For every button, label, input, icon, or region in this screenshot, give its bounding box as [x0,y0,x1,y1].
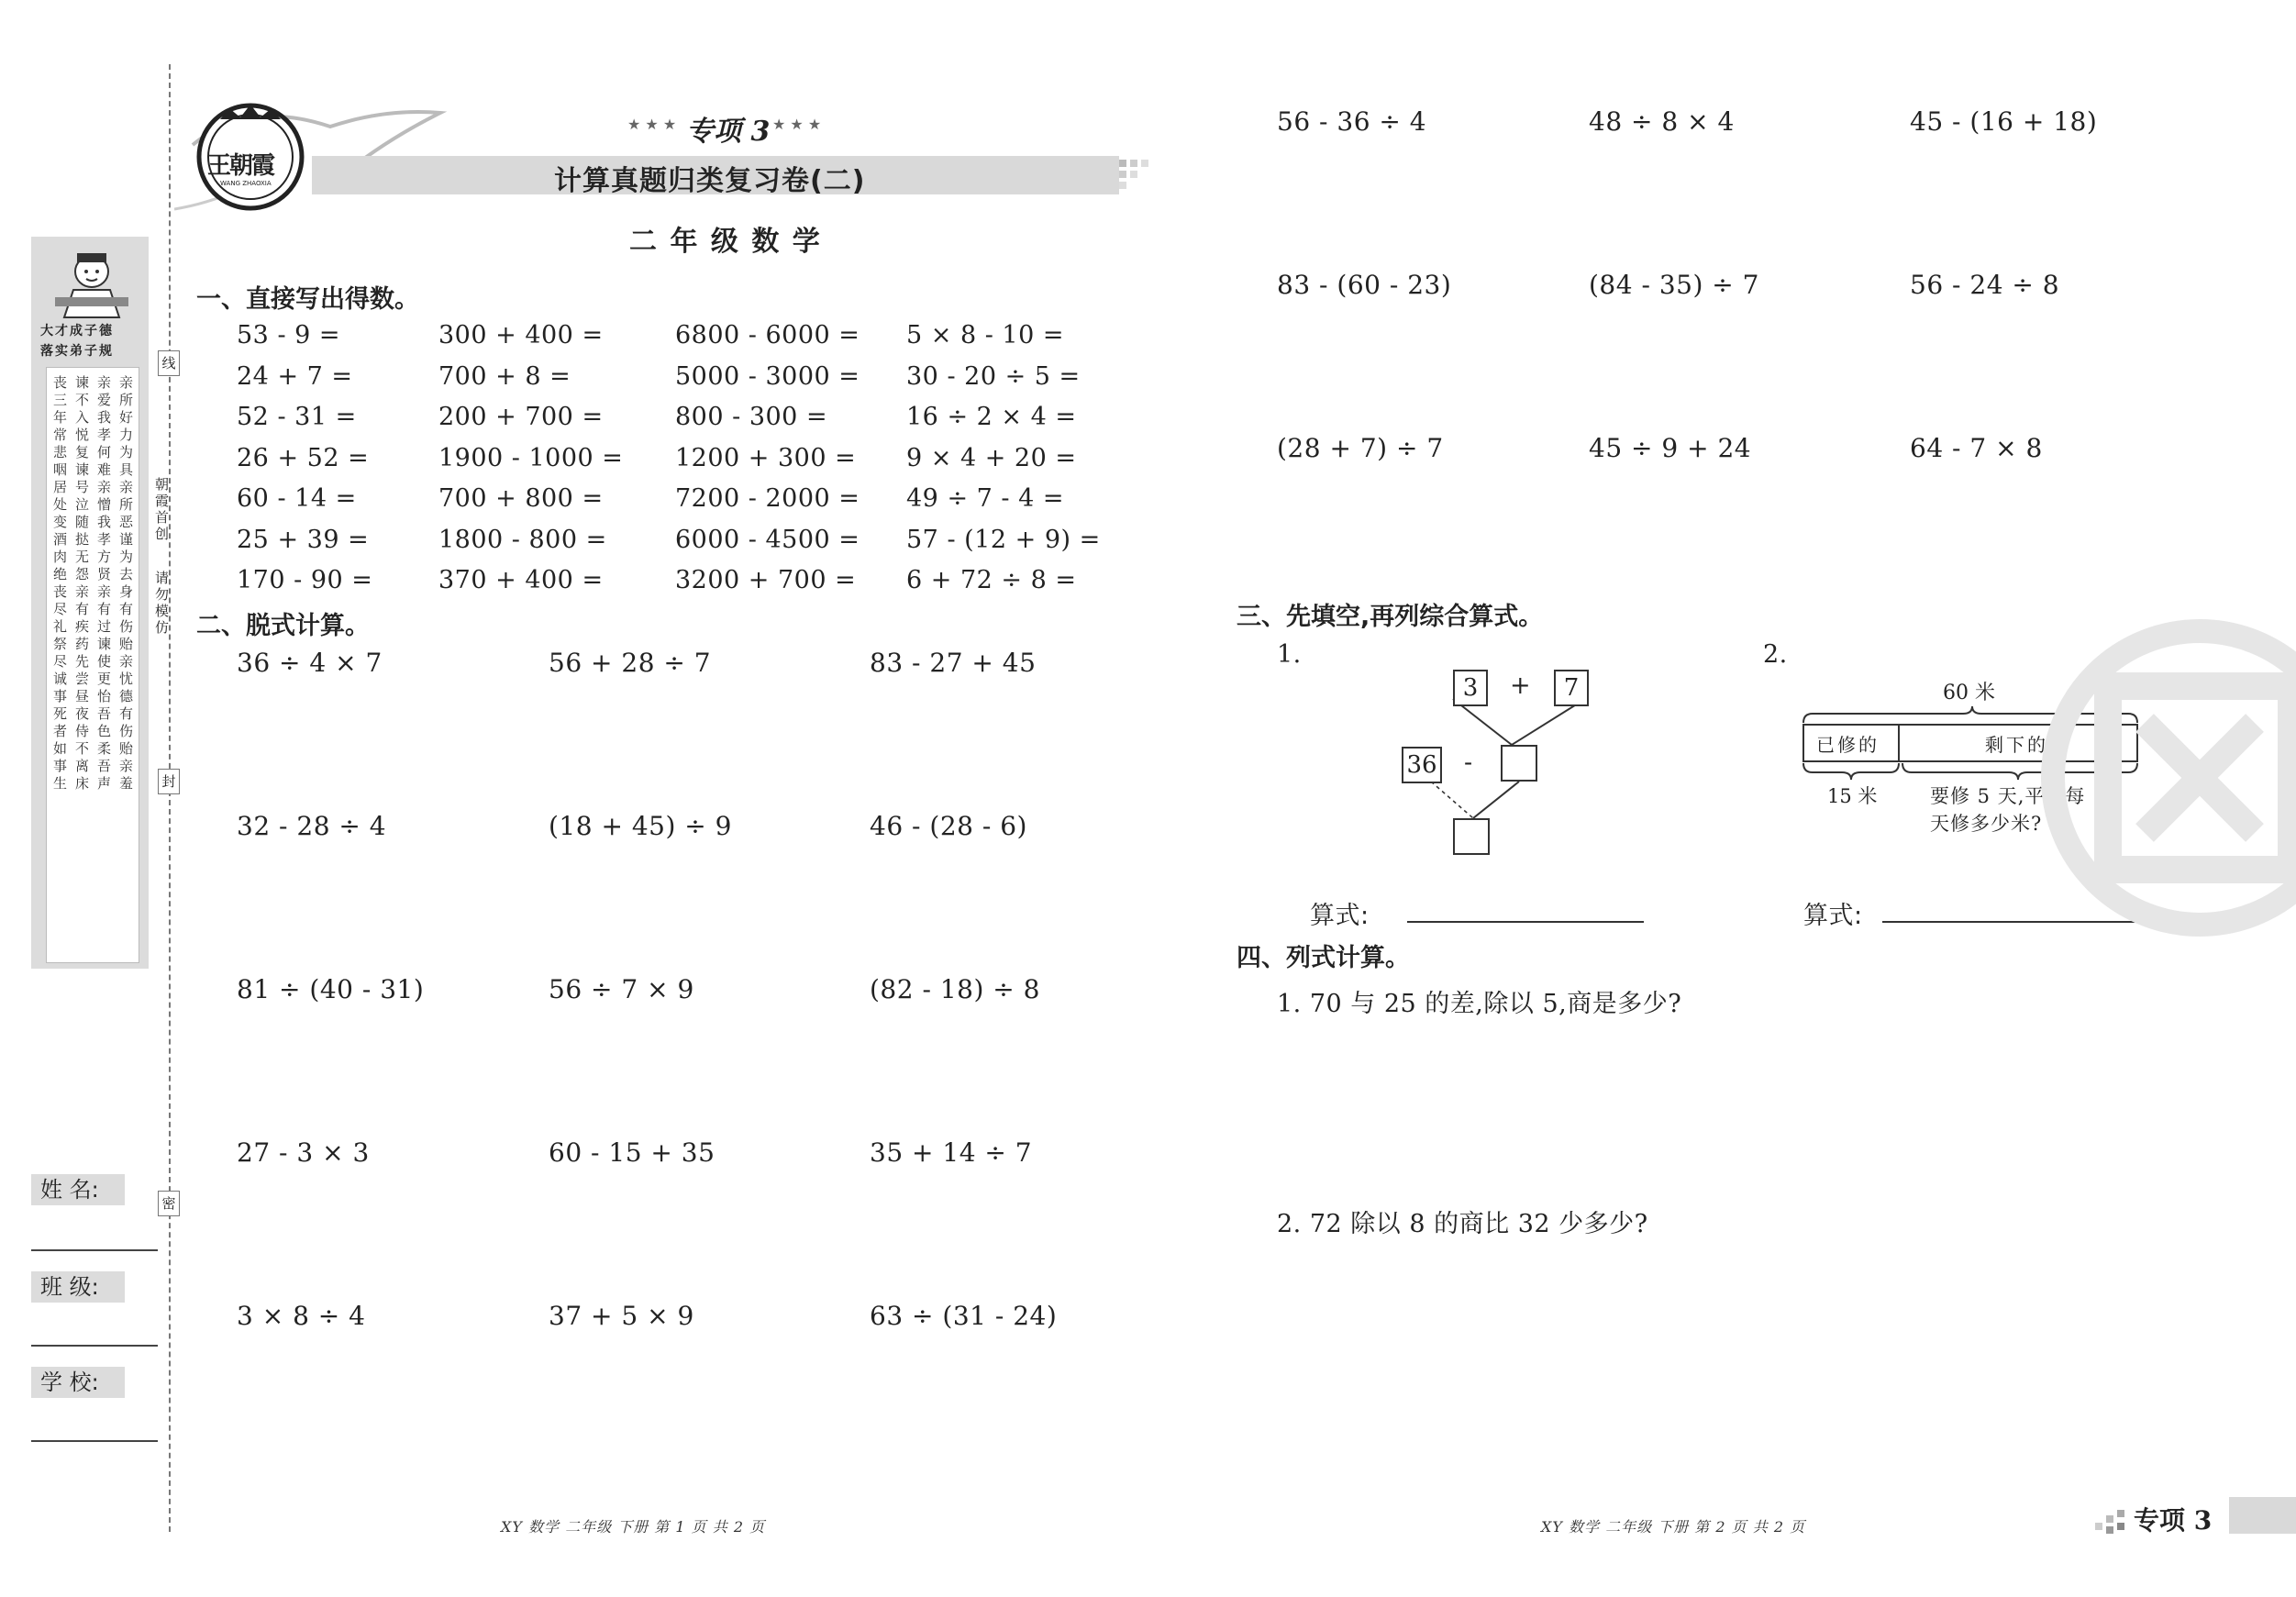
answer-box-sum[interactable] [1501,745,1537,782]
oral-equation: 52 - 31 = [237,403,357,431]
step-expression: 27 - 3 × 3 [237,1137,370,1168]
oral-equation: 30 - 20 ÷ 5 = [906,361,1081,391]
oral-equation: 700 + 800 = [438,484,604,513]
step-expression: 56 - 24 ÷ 8 [1910,270,2060,300]
seal-watermark-icon [2035,613,2296,980]
title-band-dots [1117,156,1154,194]
page-subtitle: 二 年 级 数 学 [629,226,822,258]
section2-heading: 二、脱式计算。 [196,612,370,640]
given-box-3: 3 [1453,670,1488,706]
step-expression: (28 + 7) ÷ 7 [1277,433,1444,463]
repaired-segment-label: 已修的 [1816,734,1880,756]
motto-line-2: 落实弟子规 [40,344,114,359]
step-expression: 3 × 8 ÷ 4 [237,1301,366,1331]
step-expression: 63 ÷ (31 - 24) [870,1301,1058,1331]
scholar-figure-icon [46,244,138,321]
step-expression: (84 - 35) ÷ 7 [1589,270,1759,300]
oral-equation: 7200 - 2000 = [675,484,860,513]
step-expression: 60 - 15 + 35 [549,1137,715,1168]
step-expression: (18 + 45) ÷ 9 [549,811,732,841]
footer-tag-dots [2093,1508,2130,1536]
problem-1-number: 1. [1277,640,1302,669]
name-label: 姓 名: [31,1174,125,1205]
step-expression: 35 + 14 ÷ 7 [870,1137,1033,1168]
oral-equation: 1800 - 800 = [438,525,607,554]
oral-equation: 57 - (12 + 9) = [906,525,1101,554]
remaining-segment-label: 剩下的 [1985,734,2048,756]
given-box-36: 36 [1402,747,1442,783]
oral-equation: 6 + 72 ÷ 8 = [906,566,1077,594]
plus-operator: + [1510,671,1532,700]
binding-mark: 封 [158,769,180,794]
oral-equation: 25 + 39 = [237,525,370,554]
oral-equation: 24 + 7 = [237,361,353,391]
poem-column: 亲爱我孝何难亲憎我孝方贤亲有过谏使更怡吾色柔吾声 [95,375,112,793]
step-expression: 48 ÷ 8 × 4 [1589,106,1735,137]
oral-equation: 300 + 400 = [438,321,604,349]
binding-note: 请勿模仿 [153,571,170,637]
poem-column: 亲所好力为具亲所恶谨为去身有伤贻亲忧德有伤贻亲羞 [117,375,134,793]
oral-equation: 5000 - 3000 = [675,361,860,391]
step-expression: 56 + 28 ÷ 7 [549,648,712,678]
step-expression: 37 + 5 × 9 [549,1301,694,1331]
step-expression: 81 ÷ (40 - 31) [237,974,425,1004]
page-title: 计算真题归类复习卷(二) [554,165,866,197]
oral-equation: 60 - 14 = [237,484,357,513]
oral-equation: 9 × 4 + 20 = [906,443,1077,472]
oral-equation: 5 × 8 - 10 = [906,321,1064,349]
total-length-label: 60 米 [1943,682,1995,704]
minus-operator: - [1464,749,1473,777]
poem-box [46,367,139,963]
motto-line-1: 大才成子德 [40,324,114,338]
oral-equation: 3200 + 700 = [675,566,857,594]
footer-page-2: XY 数学 二年级 下册 第 2 页 共 2 页 [1541,1518,1806,1536]
step-expression: 56 ÷ 7 × 9 [549,974,694,1004]
oral-equation: 1900 - 1000 = [438,443,624,472]
stars-right: ★ ★ ★ [772,116,822,133]
step-expression: 45 - (16 + 18) [1910,106,2098,137]
oral-equation: 170 - 90 = [237,566,373,594]
poem-column: 谏不入悦复谏号泣随挞无怨亲有疾药先尝昼夜侍不离床 [73,375,90,793]
step-expression: 83 - 27 + 45 [870,648,1037,678]
repaired-length-label: 15 米 [1827,785,1878,807]
oral-equation: 6800 - 6000 = [675,321,860,349]
formula-line-1[interactable] [1407,921,1644,923]
step-expression: 46 - (28 - 6) [870,811,1027,841]
oral-equation: 700 + 8 = [438,361,571,391]
logo-subtext: WANG ZHAOXIA [220,180,272,187]
oral-equation: 16 ÷ 2 × 4 = [906,403,1077,431]
oral-equation: 200 + 700 = [438,403,604,431]
step-expression: 45 ÷ 9 + 24 [1589,433,1752,463]
step-expression: 56 - 36 ÷ 4 [1277,106,1427,137]
name-field[interactable] [31,1248,158,1251]
formula-label-2: 算式: [1803,902,1863,930]
step-expression: 32 - 28 ÷ 4 [237,811,387,841]
step-expression: 64 - 7 × 8 [1910,433,2043,463]
logo-text: 王朝霞 [207,152,274,180]
word-problem-1: 1. 70 与 25 的差,除以 5,商是多少? [1277,990,1682,1018]
binding-mark: 线 [158,350,180,376]
answer-box-result[interactable] [1453,818,1490,855]
binding-mark: 密 [158,1191,180,1216]
formula-label-1: 算式: [1310,902,1370,930]
class-label: 班 级: [31,1271,125,1303]
word-problem-2: 2. 72 除以 8 的商比 32 少多少? [1277,1210,1648,1238]
footer-page-1: XY 数学 二年级 下册 第 1 页 共 2 页 [501,1518,766,1536]
oral-equation: 49 ÷ 7 - 4 = [906,484,1064,513]
poem-column: 丧三年常悲咽居处变酒肉绝丧尽礼祭尽诚事死者如事生 [51,375,68,793]
step-expression: (82 - 18) ÷ 8 [870,974,1040,1004]
problem-2-number: 2. [1763,640,1788,669]
footer-tag-band [2229,1497,2296,1534]
binding-note: 朝霞首创 [153,477,170,543]
step-expression: 83 - (60 - 23) [1277,270,1452,300]
binding-line [169,64,171,1532]
school-field[interactable] [31,1438,158,1442]
class-field[interactable] [31,1343,158,1347]
section3-heading: 三、先填空,再列综合算式。 [1237,603,1544,631]
school-label: 学 校: [31,1367,125,1398]
question-line-2: 天修多少米? [1930,813,2043,835]
oral-equation: 53 - 9 = [237,321,341,349]
section4-heading: 四、列式计算。 [1237,944,1410,972]
section1-heading: 一、直接写出得数。 [196,285,419,314]
stars-left: ★ ★ ★ [627,116,677,133]
oral-equation: 800 - 300 = [675,403,828,431]
oral-equation: 1200 + 300 = [675,443,857,472]
oral-equation: 370 + 400 = [438,566,604,594]
topic-badge: 专项 3 [686,116,771,148]
footer-tag: 专项 3 [2134,1505,2213,1536]
oral-equation: 26 + 52 = [237,443,370,472]
oral-equation: 6000 - 4500 = [675,525,860,554]
given-box-7: 7 [1554,670,1589,706]
step-expression: 36 ÷ 4 × 7 [237,648,383,678]
question-line-1: 要修 5 天,平均每 [1930,785,2086,807]
